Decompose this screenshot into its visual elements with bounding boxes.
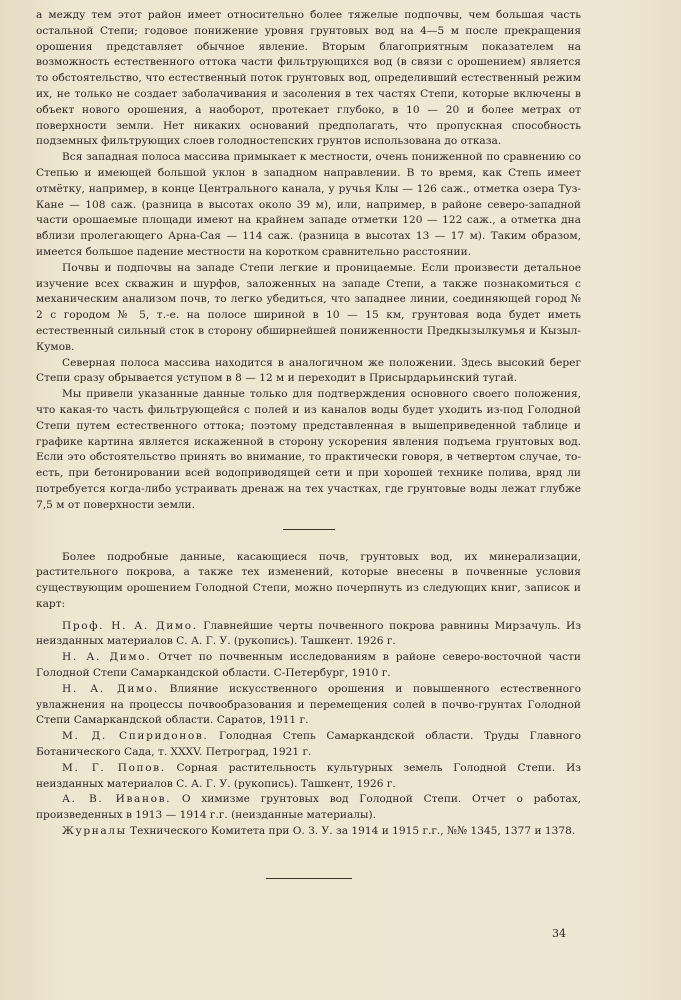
reference-author: М. Д. Спиридонов. [62, 730, 209, 743]
reference-text: Отчет по почвенным исследованиям в районе северо-восточной части Голодной Степи Самаркандской области. С-Петербург, 1910 г. [36, 651, 581, 680]
reference-author: Н. А. Димо. [62, 651, 152, 664]
reference-text: О химизме грунтовых вод Голодной Степи. Отчет о работах, произведенных в 1913 — 1914 г.г. (неизданные материалы). [36, 793, 581, 822]
reference-item [36, 619, 581, 651]
reference-author: Журналы [62, 825, 127, 838]
reference-item [36, 650, 581, 682]
reference-text: Технического Комитета при О. З. У. за 1914 и 1915 г.г., №№ 1345, 1377 и 1378. [126, 825, 576, 838]
paragraph-5: Мы привели указанные данные только для подтверждения основного своего положения, что какая-то часть фильтрующейся с полей и из каналов воды будет уходить из-под Голодной Степи путем естественного оттока; поэтому представленная в вышеприведенной таблице и графике картина является искаженной в сторону ускорения явления подъема грунтовых вод. Если это обстоятельство принять во внимание, то практически говоря, в четвертом случае, то-есть, при бетонировании всей водоприводящей сети и при хорошей технике полива, вряд ли потребуется когда-либо устраивать дренаж на тех участках, где грунтовые воды лежат глубже 7,5 м от поверхности земли. [36, 388, 581, 511]
reference-author: А. В. Иванов. [62, 793, 172, 806]
reference-text: Сорная растительность культурных земель Голодной Степи. Из неизданных материалов С. А. Г. У. (рукопись). Ташкент, 1926 г. [36, 761, 581, 790]
reference-item [36, 682, 581, 729]
page-number: 34 [552, 927, 566, 940]
paragraph-4: Северная полоса массива находится в аналогичном же положении. Здесь высокий берег Степи сразу обрывается уступом в 8 — 12 м и переходит в Присырдарьинский тугай. [36, 356, 581, 385]
section-divider [283, 529, 335, 530]
reference-text: Голодная Степь Самаркандской области. Труды Главного Ботанического Сада, т. XXXV. Петроград, 1921 г. [36, 730, 581, 759]
paragraph-3: Почвы и подпочвы на западе Степи легкие и проницаемые. Если произвести детальное изучение всех скважин и шурфов, заложенных на западе Степи, а также познакомиться с механическим анализом почв, то легко убедиться, что западнее линии, соединяющей город № 2 с городом № 5, т.-е. на полосе шириной в 10 — 15 км, грунтовая вода будет иметь естественный сильный сток в сторону обширнейшей пониженности Предкызылкумья и Кызыл-Кумов. [36, 261, 581, 353]
references-intro: Более подробные данные, касающиеся почв, грунтовых вод, их минерализации, растительного покрова, а также тех изменений, которые внесены в почвенные условия существующим орошением Голодной Степи, можно почерпнуть из следующих книг, записок и карт: [36, 550, 581, 610]
reference-item [36, 824, 581, 840]
reference-list [36, 619, 581, 840]
reference-author: Проф. Н. А. Димо. [62, 619, 198, 632]
reference-author: Н. А. Димо. [62, 682, 159, 695]
end-divider [266, 878, 352, 879]
reference-item [36, 792, 581, 824]
reference-text: Влияние искусственного орошения и повышенного естественного увлажнения на процессы почвообразования и перемещения солей в почво-грунтах Голодной Степи Самаркандской области. Саратов, 1911 г. [36, 682, 581, 727]
reference-item [36, 761, 581, 793]
paragraph-2: Вся западная полоса массива примыкает к местности, очень пониженной по сравнению со Степью и имеющей большой уклон в западном направлении. В то время, как Степь имеет отмётку, например, в конце Центрального канала, у ручья Клы — 126 саж., отметка озера Туз-Кане — 108 саж. (разница в высотах около 39 м), или, например, в районе северо-западной части орошаемые площади имеют на крайнем западе отметки 120 — 122 саж., а отметка дна вблизи пролегающего Арна-Сая — 114 саж. (разница в высотах 13 — 17 м). Таким образом, имеется большое падение местности на коротком сравнительно расстоянии. [36, 151, 581, 258]
paragraph-1: а между тем этот район имеет относительно более тяжелые подпочвы, чем большая часть остальной Степи; годовое понижение уровня грунтовых вод на 4—5 м после прекращения орошения представляет обычное явление. Вторым благоприятным показателем на возможность естественного оттока части фильтрующихся вод (в связи с орошением) является то обстоятельство, что естественный поток грунтовых вод, определивший естественный режим их, не только не создает заболачивания и засоления в тех частях Степи, которые включены в объект нового орошения, а наоборот, протекает глубоко, в 10 — 20 и более метрах от поверхности земли. Нет никаких оснований предполагать, что пропускная способность подземных фильтрующих слоев голодностепских грунтов использована до отказа. [36, 9, 581, 148]
reference-author: М. Г. Попов. [62, 761, 166, 774]
reference-text: Главнейшие черты почвенного покрова равнины Мирзачуль. Из неизданных материалов С. А. Г. У. (рукопись). Ташкент. 1926 г. [36, 619, 581, 648]
reference-item [36, 729, 581, 761]
